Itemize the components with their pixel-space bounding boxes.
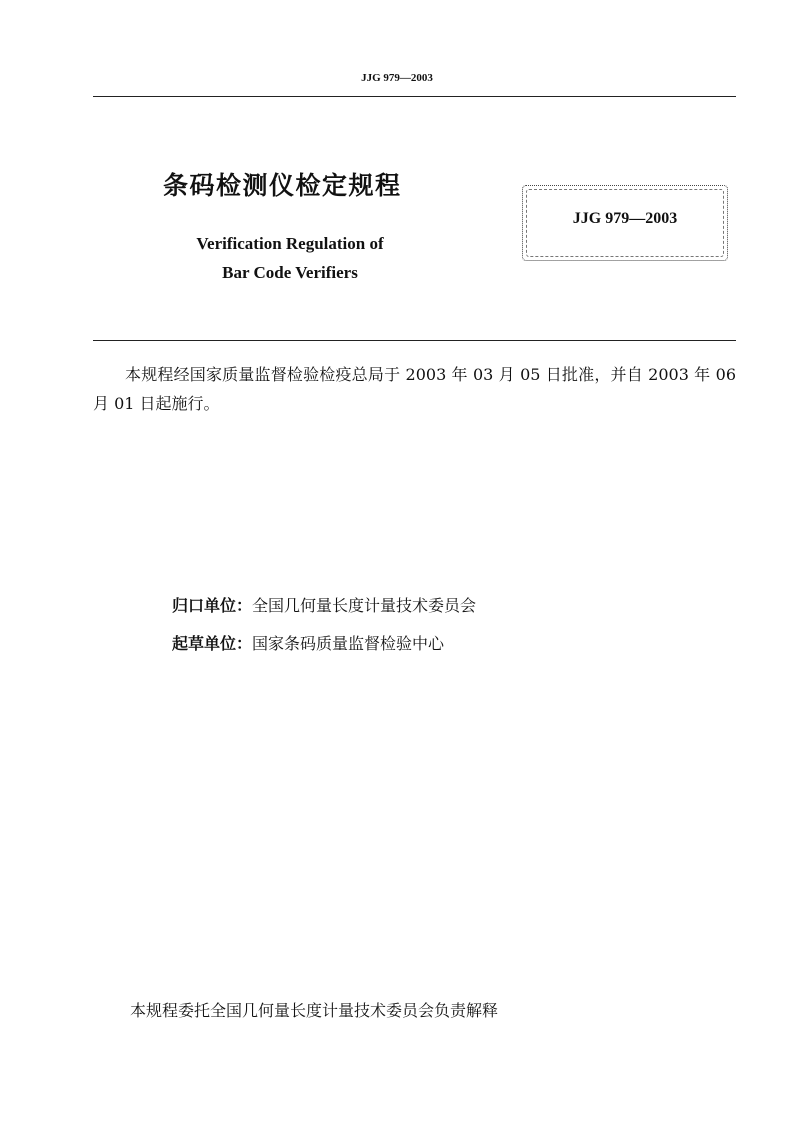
responsible-unit-value: 全国几何量长度计量技术委员会 — [252, 596, 477, 615]
drafting-unit-row — [172, 631, 444, 654]
title-english-line1: Verification Regulation of — [196, 234, 384, 253]
interpretation-note: 本规程委托全国几何量长度计量技术委员会负责解释 — [130, 1001, 499, 1020]
responsible-unit-label: 归口单位： — [172, 596, 253, 615]
title-english — [150, 229, 430, 287]
code-box-text: JJG 979—2003 — [572, 210, 678, 227]
title-chinese: 条码检测仪检定规程 — [163, 171, 402, 200]
title-english-line2: Bar Code Verifiers — [222, 263, 358, 282]
approval-statement: 本规程经国家质量监督检验检疫总局于 2003 年 03 月 05 日批准，并自 2003 年 06 月 01 日起施行。 — [93, 365, 736, 413]
header-rule — [93, 96, 736, 97]
responsible-unit-row — [172, 593, 476, 616]
standard-code-box — [522, 185, 728, 261]
drafting-unit-value: 国家条码质量监督检验中心 — [252, 634, 445, 653]
drafting-unit-label: 起草单位： — [172, 634, 253, 653]
header-standard-code: JJG 979—2003 — [361, 72, 433, 84]
section-rule — [93, 340, 736, 341]
